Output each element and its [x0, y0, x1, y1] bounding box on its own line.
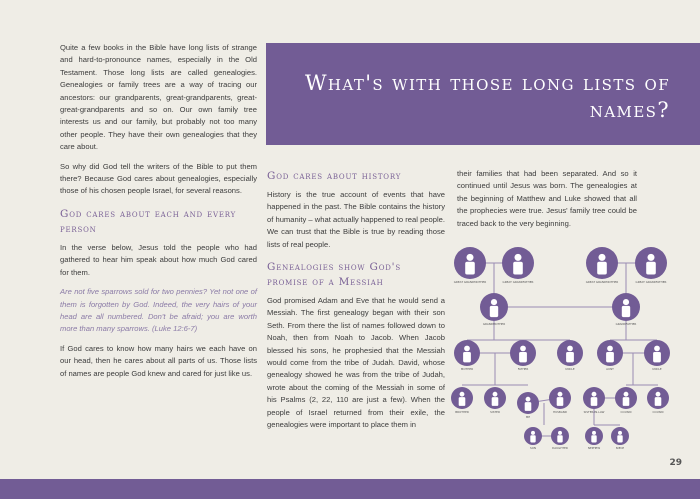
tree-node-me [517, 392, 539, 419]
tree-node-label: GRANDFATHER [615, 322, 637, 326]
person-body-icon [655, 397, 662, 406]
tree-node-label: DAUGHTER [552, 446, 568, 450]
right-column [457, 168, 637, 237]
person-body-icon [597, 262, 607, 275]
person-head-icon [618, 431, 622, 435]
heading-god-cares-history: God cares about history [267, 170, 402, 182]
person-body-icon [492, 397, 499, 406]
tree-node-sister-in-law [583, 387, 605, 414]
page-number: 29 [669, 458, 682, 468]
tree-node-nephew [585, 427, 603, 450]
heading-god-cares-each-person: God cares about each and every person [60, 207, 237, 235]
tree-node-mother [454, 340, 480, 371]
person-head-icon [624, 392, 629, 397]
person-body-icon [519, 352, 527, 362]
person-head-icon [592, 392, 597, 397]
paragraph-messiah: God promised Adam and Eve that he would send a Messiah. The first genealogy began with their son Seth. From there the list of names followed down to Noah, then from Noah to Jacob. When Jacob blessed his sons, he prophesied that the Messiah would come from the tribe of Judah. David, whose genealogy showed he was from the tribe of Judah, wrote about the coming of the Messiah in some of his Psalms (2, 22, 110 are just a few). When the people of Israel returned from their exile, the genealogies were important to place them in [267, 296, 445, 430]
paragraph-hairs: If God cares to know how many hairs we each have on our head, then he cares about all parts of us. Those lists of names are people God knew and cared for just like us. [60, 343, 257, 378]
person-head-icon [531, 431, 535, 435]
person-body-icon [530, 435, 535, 442]
tree-node-label: MOTHER [460, 367, 474, 371]
tree-node-husband [549, 387, 571, 414]
person-head-icon [558, 431, 562, 435]
title-banner [266, 43, 700, 145]
middle-column [267, 163, 445, 439]
person-body-icon [566, 352, 574, 362]
tree-node-uncle2 [644, 340, 670, 371]
tree-node-aunt [597, 340, 623, 371]
tree-node-label: COUSIN [620, 410, 632, 414]
tree-node-label: ME [525, 415, 531, 419]
page-title: What's with those long lists of names? [304, 71, 670, 122]
tree-node-gf1 [502, 247, 534, 284]
tree-node-label: SISTER [490, 410, 500, 414]
paragraph-jesus-verse: In the verse below, Jesus told the people who had gathered to hear him speak about how much God cared for them. [60, 242, 257, 277]
tree-node-gm1 [454, 247, 487, 284]
person-body-icon [490, 306, 498, 317]
person-head-icon [491, 299, 497, 305]
tree-node-gm2 [586, 247, 619, 284]
tree-node-label: UNCLE [565, 367, 575, 371]
tree-node-gf2 [635, 247, 667, 284]
person-head-icon [493, 392, 498, 397]
tree-node-son [524, 427, 542, 450]
paragraph-history: History is the true account of events that have happened in the past. The Bible contains the history of humanity – what actually happened to real people. We can trust that the Bible is true by reading those lists of real people. [267, 190, 445, 249]
intro-paragraph-1: Quite a few books in the Bible have long lists of strange and hard-to-pronounce names, especially in the Old Testament. Those long lists are called genealogies. Genealogies or family trees are a way of tracing our ancestors: our grandparents, great-grandparents, great-great-grandparents and so on. Our own family tree interests us and our family, but probably not too many other people. They have their own genealogies that they care about. [60, 43, 257, 152]
person-body-icon [591, 435, 596, 442]
person-body-icon [623, 397, 630, 406]
tree-node-grandfather [612, 293, 640, 326]
person-head-icon [466, 254, 473, 261]
tree-node-label: GREAT GRANDFATHER [635, 280, 667, 284]
person-head-icon [526, 397, 531, 402]
person-body-icon [525, 402, 532, 411]
person-body-icon [646, 262, 656, 275]
person-head-icon [558, 392, 563, 397]
person-head-icon [592, 431, 596, 435]
tree-node-label: GREAT GRANDMOTHER [585, 280, 619, 284]
person-head-icon [567, 346, 573, 352]
left-column [60, 42, 257, 387]
tree-node-label: GRANDMOTHER [482, 322, 506, 326]
tree-node-sister [484, 387, 506, 414]
person-head-icon [656, 392, 661, 397]
heading-genealogies-messiah: Genealogies show God's promise of a Messiah [267, 261, 401, 289]
tree-nodes [451, 247, 670, 450]
person-head-icon [623, 299, 629, 305]
person-head-icon [647, 254, 654, 261]
person-body-icon [513, 262, 523, 275]
person-body-icon [622, 306, 630, 317]
person-head-icon [520, 346, 526, 352]
person-head-icon [607, 346, 613, 352]
tree-node-label: GREAT GRANDFATHER [502, 280, 534, 284]
paragraph-continued: their families that had been separated. And so it continued until Jesus was born. The genealogies at the beginning of Matthew and Luke showed that all the prophecies were true. Jesus' family tree could be traced back to the very beginning. [457, 169, 637, 228]
tree-node-label: FATHER [517, 367, 529, 371]
tree-node-label: GREAT GRANDMOTHER [453, 280, 487, 284]
footer-bar [0, 479, 700, 499]
tree-node-label: HUSBAND [552, 410, 568, 414]
tree-node-father [510, 340, 536, 371]
tree-node-daughter [551, 427, 569, 450]
tree-node-label: BROTHER [455, 410, 469, 414]
person-head-icon [460, 392, 465, 397]
person-body-icon [591, 397, 598, 406]
person-body-icon [653, 352, 661, 362]
tree-node-cousin1 [615, 387, 637, 414]
person-head-icon [598, 254, 605, 261]
tree-node-niece [611, 427, 629, 450]
tree-node-label: SISTER-IN-LAW [583, 410, 605, 414]
person-head-icon [464, 346, 470, 352]
person-body-icon [463, 352, 471, 362]
tree-node-cousin2 [647, 387, 669, 414]
person-body-icon [557, 397, 564, 406]
person-body-icon [459, 397, 466, 406]
person-body-icon [465, 262, 475, 275]
person-body-icon [557, 435, 562, 442]
tree-node-brother [451, 387, 473, 414]
tree-node-label: NEPHEW [587, 446, 601, 450]
tree-node-grandmother [480, 293, 508, 326]
tree-node-uncle1 [557, 340, 583, 371]
tree-node-label: AUNT [606, 367, 614, 371]
bible-quote: Are not five sparrows sold for two pennies? Yet not one of them is forgotten by God. Indeed, the very hairs of your head are all numbered. Don't be afraid; you are worth more than many sparrows. (Luke 12:6-7) [60, 287, 257, 334]
tree-node-label: SON [529, 446, 537, 450]
person-head-icon [514, 254, 521, 261]
intro-paragraph-2: So why did God tell the writers of the Bible to put them there? Because God cares about genealogies, especially those of his chosen people Israel, for several reasons. [60, 161, 257, 196]
tree-node-label: NIECE [615, 446, 625, 450]
family-tree-diagram [450, 240, 690, 455]
person-body-icon [606, 352, 614, 362]
tree-node-label: COUSIN [652, 410, 664, 414]
person-body-icon [617, 435, 622, 442]
tree-node-label: UNCLE [652, 367, 662, 371]
person-head-icon [654, 346, 660, 352]
